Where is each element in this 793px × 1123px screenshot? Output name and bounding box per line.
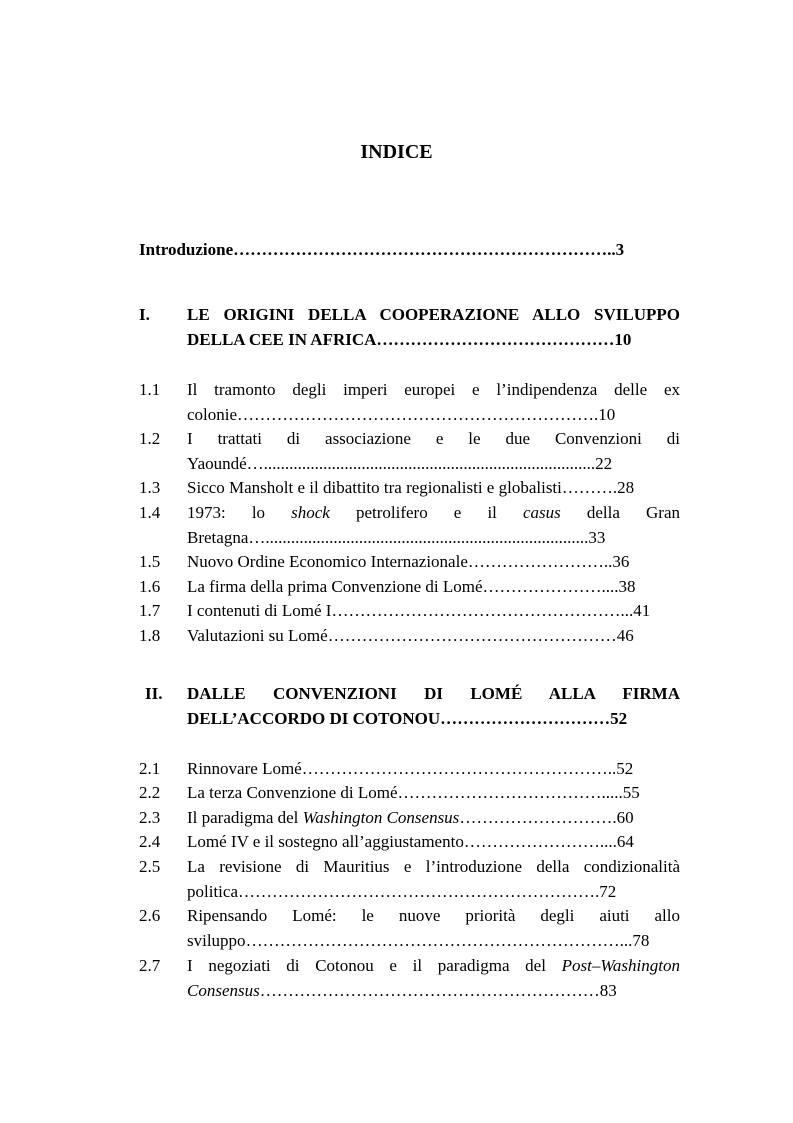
section-title-line[interactable]: Il tramonto degli imperi europei e l’indipendenza delle ex (187, 380, 680, 399)
section-number: 1.3 (139, 478, 161, 497)
toc-page-number: 60 (616, 808, 634, 827)
toc-page-number: 36 (612, 552, 630, 571)
toc-leader: …………………….... (463, 832, 617, 851)
toc-text: petrolifero e il (355, 503, 523, 522)
section-title-line[interactable] (187, 527, 605, 549)
chapter-title-line[interactable] (187, 329, 631, 351)
section-title-line[interactable] (187, 980, 617, 1002)
section-title-line[interactable] (187, 576, 636, 598)
toc-entry-label: colonie (187, 405, 238, 424)
toc-entry-label: Nuovo Ordine Economico Internazionale (187, 552, 468, 571)
section-title-line[interactable] (187, 625, 634, 647)
toc-leader: …............................................................................ (248, 528, 589, 547)
section-title-line[interactable] (187, 404, 615, 426)
toc-entry-label: La terza Convenzione di Lomé (187, 783, 398, 802)
toc-entry-label: La firma della prima Convenzione di Lomé (187, 577, 483, 596)
toc-leader: …………………….. (467, 552, 613, 571)
section-number: 2.1 (139, 759, 161, 778)
section-number: 2.7 (139, 956, 161, 975)
toc-entry-label: DELL’ACCORDO DI COTONOU (187, 709, 441, 728)
toc-leader: ………………………………..... (397, 783, 623, 802)
chapter-title-line[interactable] (187, 708, 627, 730)
toc-page-number: 52 (616, 759, 634, 778)
toc-page-number: 33 (588, 528, 606, 547)
toc-leader: ………………….... (482, 577, 619, 596)
section-title-line[interactable] (187, 600, 650, 622)
toc-entry-label: politica (187, 882, 238, 901)
toc-text-italic: Post–Washington (561, 956, 680, 975)
toc-entry-label: Lomé IV e il sostegno all’aggiustamento (187, 832, 464, 851)
toc-text-italic: casus (523, 503, 561, 522)
section-title-line[interactable] (187, 955, 680, 977)
toc-entry-label: Valutazioni su Lomé (187, 626, 328, 645)
toc-leader: ………………………………………………………….. (233, 240, 616, 259)
section-title-line[interactable] (187, 807, 634, 829)
section-title-line[interactable] (187, 831, 634, 853)
section-title-line[interactable] (187, 502, 680, 524)
toc-page-number: 28 (617, 478, 635, 497)
section-number: 1.5 (139, 552, 161, 571)
toc-leader: ….............................................................................. (246, 454, 596, 473)
section-title-line[interactable] (187, 930, 649, 952)
section-number: 2.2 (139, 783, 161, 802)
toc-page-number: 10 (598, 405, 616, 424)
toc-page-number: 78 (632, 931, 650, 950)
toc-entry-label: Sicco Mansholt e il dibattito tra regionalisti e globalisti (187, 478, 562, 497)
toc-leader: ………………………… (440, 709, 611, 728)
toc-entry-label: Introduzione (139, 240, 234, 259)
toc-text: della Gran (586, 503, 680, 522)
section-number: 1.2 (139, 429, 161, 448)
toc-page-number: 38 (618, 577, 636, 596)
section-number: 1.4 (139, 503, 161, 522)
toc-leader: ……………………………………………... (331, 601, 634, 620)
toc-page-number: 72 (599, 882, 617, 901)
section-number: 2.3 (139, 808, 161, 827)
section-number: 2.5 (139, 857, 161, 876)
chapter-number: II. (145, 684, 163, 703)
toc-text: Il paradigma del (187, 808, 303, 827)
toc-leader: …………………………………… (376, 330, 615, 349)
toc-page-number: 83 (599, 981, 617, 1000)
toc-leader: ……………………………………………….. (301, 759, 617, 778)
toc-leader: …………………………………………… (327, 626, 617, 645)
chapter-title-line[interactable]: DALLE CONVENZIONI DI LOMÉ ALLA FIRMA (187, 684, 680, 703)
toc-page-number: 64 (616, 832, 634, 851)
toc-page-number: 46 (616, 626, 634, 645)
section-number: 1.8 (139, 626, 161, 645)
section-title-line[interactable] (187, 881, 616, 903)
toc-page-number: 22 (595, 454, 613, 473)
section-title-line[interactable] (187, 453, 612, 475)
toc-text: 1973: lo (187, 503, 292, 522)
section-number: 2.4 (139, 832, 161, 851)
toc-entry-label: Yaoundé (187, 454, 247, 473)
toc-leader: …………………………………………………… (259, 981, 600, 1000)
section-title-line[interactable] (187, 477, 634, 499)
section-title-line[interactable] (187, 551, 629, 573)
toc-leader: ………………………. (459, 808, 617, 827)
section-number: 1.7 (139, 601, 161, 620)
toc-leader: ………………………………………………………. (237, 405, 599, 424)
toc-entry-label: DELLA CEE IN AFRICA (187, 330, 377, 349)
toc-entry-label: Bretagna (187, 528, 249, 547)
section-title-line[interactable]: I trattati di associazione e le due Convenzioni di (187, 429, 680, 448)
section-number: 1.1 (139, 380, 161, 399)
toc-text-italic: shock (291, 503, 330, 522)
section-title-line[interactable]: La revisione di Mauritius e l’introduzione della condizionalità (187, 857, 680, 876)
toc-page-number: 52 (610, 709, 628, 728)
toc-entry-label: Rinnovare Lomé (187, 759, 302, 778)
toc-entry-introduzione[interactable] (139, 239, 624, 261)
section-number: 2.6 (139, 906, 161, 925)
toc-leader: …………………………………………………………... (245, 931, 633, 950)
toc-text-italic: Consensus (187, 981, 260, 1000)
toc-page-number: 3 (615, 240, 625, 259)
chapter-number: I. (139, 305, 150, 324)
toc-text-italic: Washington Consensus (302, 808, 460, 827)
section-title-line[interactable] (187, 758, 633, 780)
chapter-title-line[interactable]: LE ORIGINI DELLA COOPERAZIONE ALLO SVILUPPO (187, 305, 680, 324)
toc-page-number: 55 (622, 783, 640, 802)
toc-page-number: 10 (614, 330, 632, 349)
toc-entry-label: sviluppo (187, 931, 246, 950)
toc-leader: ………. (561, 478, 618, 497)
section-title-line[interactable] (187, 782, 640, 804)
page-title: INDICE (360, 141, 433, 163)
toc-page-number: 41 (633, 601, 651, 620)
toc-leader: ………………………………………………………. (237, 882, 600, 901)
section-number: 1.6 (139, 577, 161, 596)
toc-text: I negoziati di Cotonou e il paradigma del (187, 956, 562, 975)
toc-entry-label: I contenuti di Lomé I (187, 601, 332, 620)
section-title-line[interactable]: Ripensando Lomé: le nuove priorità degli aiuti allo (187, 906, 680, 925)
